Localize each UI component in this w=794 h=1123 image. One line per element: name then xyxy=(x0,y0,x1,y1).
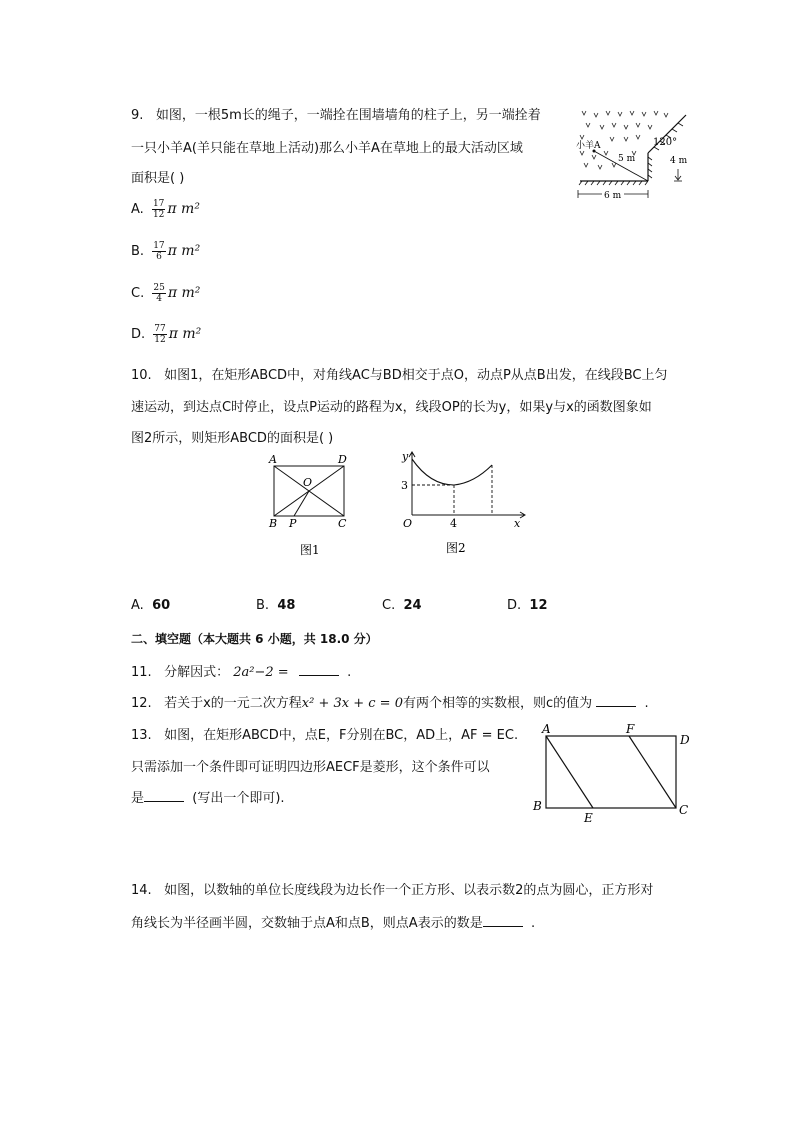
option-letter: C. xyxy=(382,598,396,613)
q14-line2 xyxy=(131,912,535,931)
fraction: $\frac{77}{12}$ xyxy=(154,324,166,345)
q12-text1: 若关于x的一元二次方程 xyxy=(164,696,302,711)
option-value: 48 xyxy=(277,598,296,613)
fig1-label-o: O xyxy=(303,476,313,489)
fig1-label-d: D xyxy=(338,453,347,466)
q13-fig-label-d: D xyxy=(680,733,690,747)
q9-fig-rope: 5 m xyxy=(618,154,636,164)
q13-fig-label-f: F xyxy=(626,722,635,736)
q14-suffix: . xyxy=(530,916,536,931)
q12-text2: 有两个相等的实数根，则c的值为 xyxy=(402,696,593,711)
q10-number: 10. xyxy=(131,368,152,383)
q12 xyxy=(131,692,649,711)
q9-fig-height: 4 m xyxy=(670,156,688,166)
q10-option-b[interactable] xyxy=(256,598,295,613)
q10-option-a[interactable] xyxy=(131,598,170,613)
fig2-label-x: x xyxy=(514,517,521,530)
q12-number: 12. xyxy=(131,696,152,711)
option-unit: π m² xyxy=(167,243,201,259)
q13-line3-prefix: 是 xyxy=(131,791,145,806)
option-letter: A. xyxy=(131,202,144,217)
fraction: $\frac{25}{4}$ xyxy=(153,283,165,304)
q9-figure xyxy=(574,103,692,203)
option-letter: B. xyxy=(256,598,270,613)
q13-text-line2: 只需添加一个条件即可证明四边形AECF是菱形，这个条件可以 xyxy=(131,760,490,775)
q10-figure1 xyxy=(262,450,362,560)
q9-fig-angle: 120° xyxy=(653,137,678,148)
option-unit: π m² xyxy=(167,285,201,301)
q9-fig-width: 6 m xyxy=(604,191,622,201)
fig2-label-o: O xyxy=(403,517,413,530)
q13-fig-label-a: A xyxy=(542,722,551,736)
q14-answer-blank[interactable] xyxy=(483,914,523,927)
q9-number: 9. xyxy=(131,108,144,123)
q14-line1 xyxy=(131,879,653,898)
fig2-caption: 图2 xyxy=(446,541,466,555)
section-title: 二、填空题（本大题共 6 小题，共 18.0 分） xyxy=(131,632,378,646)
option-letter: B. xyxy=(131,244,145,259)
fig2-label-three: 3 xyxy=(401,479,408,492)
option-unit: π m² xyxy=(167,201,200,217)
q9-option-d[interactable] xyxy=(131,324,201,345)
q11-expr: 2a²−2 = xyxy=(233,665,289,680)
q14-number: 14. xyxy=(131,883,152,898)
q13-number: 13. xyxy=(131,728,152,743)
fig1-caption: 图1 xyxy=(300,543,320,557)
fig1-label-b: B xyxy=(269,517,278,530)
q13-answer-blank[interactable] xyxy=(144,789,184,802)
option-value: 60 xyxy=(152,598,171,613)
q9-option-a[interactable] xyxy=(131,199,200,220)
option-letter: D. xyxy=(131,327,146,342)
q11 xyxy=(131,661,351,680)
q10-figure2 xyxy=(392,447,532,559)
q13-line3 xyxy=(131,787,285,806)
q11-number: 11. xyxy=(131,665,152,680)
q13-fig-label-e: E xyxy=(584,811,593,825)
option-unit: π m² xyxy=(168,326,202,342)
q13-line3-suffix: (写出一个即可). xyxy=(192,791,285,806)
q14-text-line1: 如图，以数轴的单位长度线段为边长作一个正方形、以表示数2的点为圆心，正方形对 xyxy=(164,883,654,898)
q10-text-line1: 如图1，在矩形ABCD中，对角线AC与BD相交于点O，动点P从点B出发，在线段BC上匀 xyxy=(164,368,668,383)
fraction: $\frac{17}{12}$ xyxy=(152,199,165,220)
q9-fig-sheep: 小羊A xyxy=(576,141,601,151)
q13-line1 xyxy=(131,724,518,743)
q12-answer-blank[interactable] xyxy=(596,694,636,707)
q10-option-d[interactable] xyxy=(507,598,548,613)
q11-suffix: . xyxy=(347,665,352,680)
q10-option-c[interactable] xyxy=(382,598,422,613)
fig2-label-y: y xyxy=(402,450,409,463)
q12-expr: x² + 3x + c = 0 xyxy=(301,696,403,711)
q10-text-line3: 图2所示，则矩形ABCD的面积是( ) xyxy=(131,431,334,446)
fraction: $\frac{17}{6}$ xyxy=(153,241,165,262)
option-letter: D. xyxy=(507,598,522,613)
q9-option-b[interactable] xyxy=(131,241,200,262)
fig1-label-c: C xyxy=(338,517,347,530)
q9-option-c[interactable] xyxy=(131,283,200,304)
q13-fig-label-b: B xyxy=(533,799,542,813)
q9-text-line2: 一只小羊A(羊只能在草地上活动)那么小羊A在草地上的最大活动区域 xyxy=(131,141,523,156)
q9-text-line3: 面积是( ) xyxy=(131,171,185,186)
q13-figure xyxy=(532,722,694,826)
q14-text-line2: 角线长为半径画半圆，交数轴于点A和点B，则点A表示的数是 xyxy=(131,916,483,931)
q13-fig-label-c: C xyxy=(679,803,689,817)
q9-line1 xyxy=(131,104,541,123)
fig1-label-p: P xyxy=(289,517,297,530)
option-letter: C. xyxy=(131,286,145,301)
q11-prefix: 分解因式： xyxy=(164,665,230,680)
option-value: 24 xyxy=(403,598,422,613)
fig2-label-four: 4 xyxy=(450,517,457,530)
option-value: 12 xyxy=(529,598,548,613)
q10-text-line2: 速运动，到达点C时停止，设点P运动的路程为x，线段OP的长为y，如果y与x的函数图象如 xyxy=(131,400,652,415)
q11-answer-blank[interactable] xyxy=(299,663,339,676)
q10-line1 xyxy=(131,364,667,383)
fig1-label-a: A xyxy=(269,453,277,466)
q13-text-line1: 如图，在矩形ABCD中，点E，F分别在BC，AD上，AF = EC. xyxy=(164,728,519,743)
q9-text-line1: 如图，一根5m长的绳子，一端拴在围墙墙角的柱子上，另一端拴着 xyxy=(155,108,541,123)
q12-suffix: . xyxy=(644,696,649,711)
option-letter: A. xyxy=(131,598,144,613)
